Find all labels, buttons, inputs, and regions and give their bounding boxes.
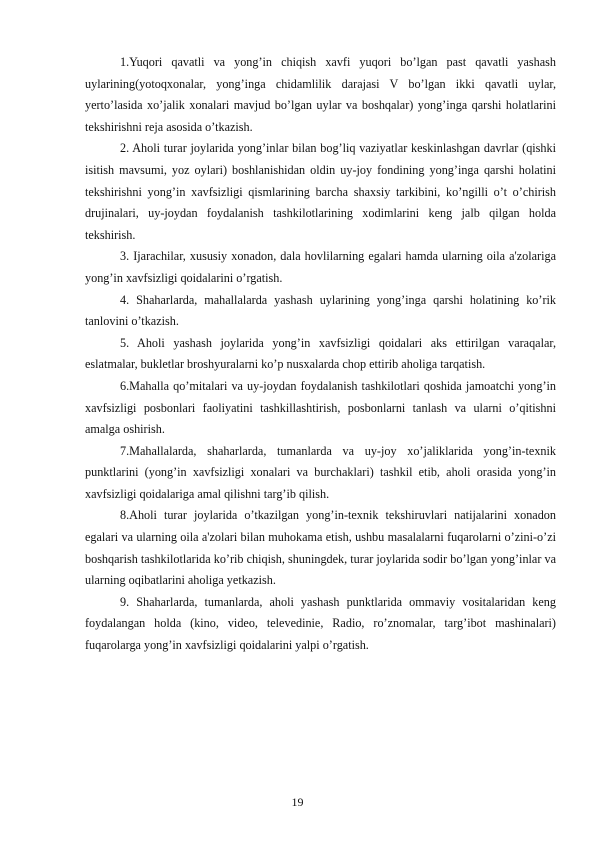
- paragraph-3: 3. Ijarachilar, xususiy xonadon, dala hovlilarning egalari hamda ularning oila a'zolariga yong’in xavfsizligi qoidalarini o’rgatish.: [85, 249, 556, 285]
- paragraph-9: 9. Shaharlarda, tumanlarda, aholi yashash punktlarida ommaviy vositalaridan keng foydalangan holda (kino, video, televedinie, Radio, ro’znomalar, targ’ibot mashinalari) fuqarolarga yong’in xavfsizligi qoidalarini yalpi o’rgatish.: [85, 594, 556, 653]
- paragraph-7: 7.Mahallalarda, shaharlarda, tumanlarda va uy-joy xo’jaliklarida yong’in-texnik punktlarini (yong’in xavfsizligi xonalari va burchaklari) tashkil etib, aholi orasida yong’in xavfsizligi qoidalariga amal qilishni targ’ib qilish.: [85, 443, 556, 501]
- document-page: [85, 52, 556, 657]
- page-number: 19: [291, 795, 304, 809]
- paragraph-8: 8.Aholi turar joylarida o’tkazilgan yong’in-texnik tekshiruvlari natijalarini xonadon egalari va ularning oila a'zolari bilan muhokama etish, ushbu masalalarni fuqarolarni o’zini-o’zi boshqarish tashkilotlarida ko’rib chiqish, shuningdek, turar joylarida sodir bo’lgan yong’inlar va ularning oqibatlarini aholiga yetkazish.: [85, 508, 556, 588]
- paragraph-4: 4. Shaharlarda, mahallalarda yashash uylarining yong’inga qarshi holatining ko’rik tanlovini o’tkazish.: [85, 292, 556, 329]
- paragraph-2: 2. Aholi turar joylarida yong’inlar bilan bog’liq vaziyatlar keskinlashgan davrlar (qishki isitish mavsumi, yoz oylari) boshlanishidan oldin uy-joy fondining yong’inga qarshi holatini tekshirishni yong’in xavfsizligi qismlarining barcha shaxsiy tarkibini, ko’ngilli o’t o’chirish drujinalari, uy-joydan foydalanish tashkilotlarining xodimlarini keng jalb qilgan holda tekshirish.: [85, 141, 556, 242]
- paragraph-6: 6.Mahalla qo’mitalari va uy-joydan foydalanish tashkilotlari qoshida jamoatchi yong’in xavfsizligi posbonlari faoliyatini tashkillashtirish, posbonlarni tanlash va ularni o’qitishni amalga oshirish.: [85, 378, 556, 437]
- paragraph-5: 5. Aholi yashash joylarida yong’in xavfsizligi qoidalari aks ettirilgan varaqalar, eslatmalar, bukletlar broshyuralarni ko’p nusxalarda chop ettirib aholiga tarqatish.: [85, 335, 556, 372]
- paragraph-1: 1.Yuqori qavatli va yong’in chiqish xavfi yuqori bo’lgan past qavatli yashash uylarining(yotoqxonalar, yong’inga chidamlilik darajasi V bo’lgan ikki qavatli uylar, yerto’lasida xo’jalik xonalari mavjud bo’lgan uylar va boshqalar) yong’inga qarshi holatlarini tekshirishni reja asosida o’tkazish.: [85, 55, 556, 134]
